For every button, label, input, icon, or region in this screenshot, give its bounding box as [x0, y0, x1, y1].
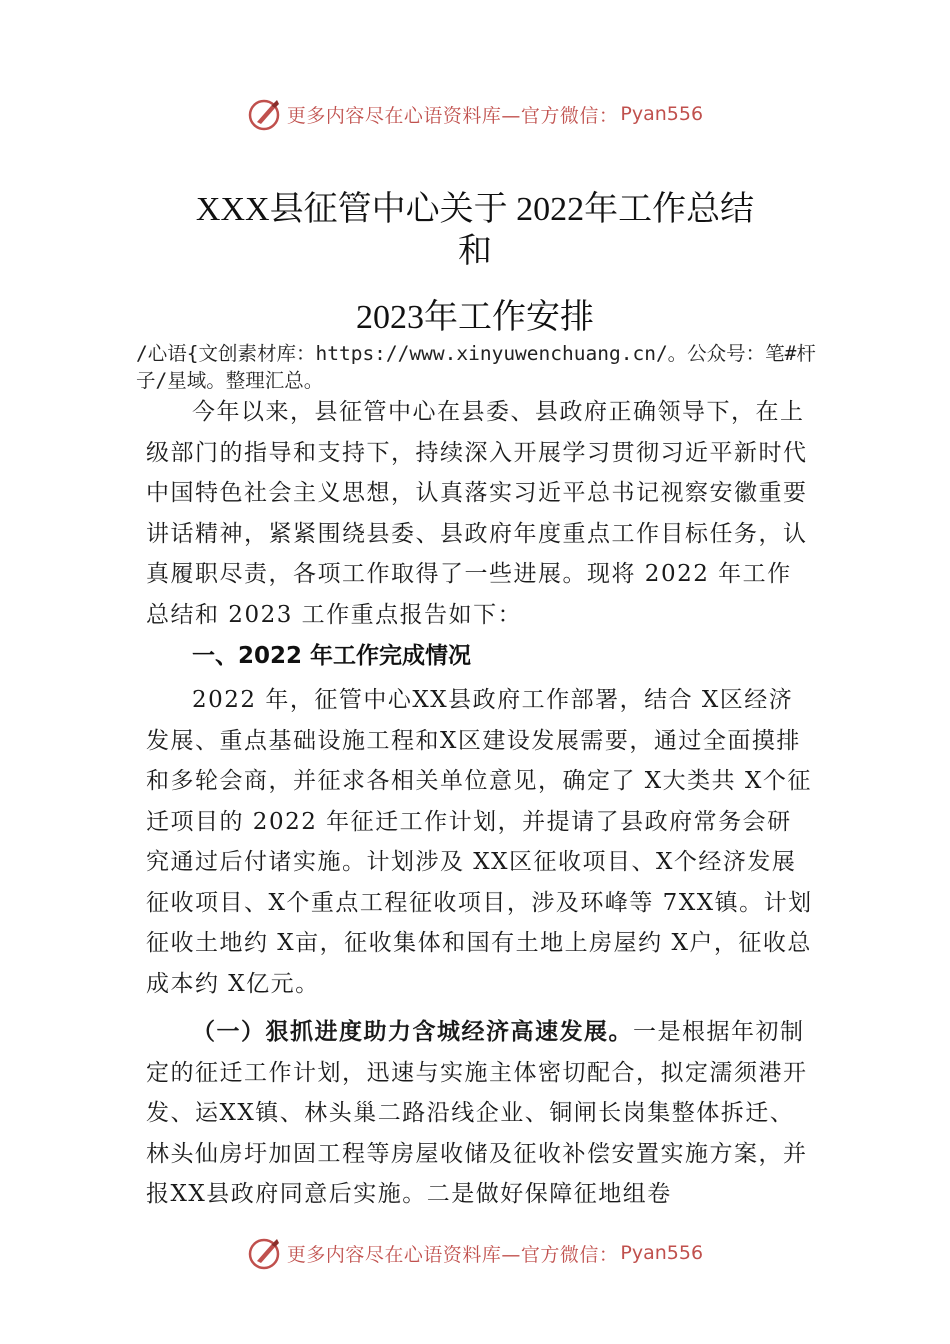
- subsection-lead: （一）狠抓进度助力含城经济高速发展。: [192, 1018, 633, 1045]
- subsection-paragraph: [146, 1012, 814, 1215]
- watermark-text: 更多内容尽在心语资料库—官方微信：: [286, 104, 619, 127]
- watermark-text: 更多内容尽在心语资料库—官方微信：: [286, 1243, 619, 1266]
- document-title-line2: 和: [458, 233, 492, 270]
- subsection-body: 一是根据年初制定的征迁工作计划，迅速与实施主体密切配合，拟定濡须港开发、运XX镇、林头巢二路沿线企业、铜闸长岗集整体拆迁、林头仙房圩加固工程等房屋收储及征收补偿安置实施方案，并报XX县政府同意后实施。二是做好保障征地组卷: [146, 1019, 808, 1207]
- watermark-contact: Pyan556: [620, 1242, 704, 1264]
- watermark-contact: Pyan556: [620, 103, 704, 125]
- section-heading: 一、2022 年工作完成情况: [192, 643, 472, 669]
- watermark-header: [0, 94, 950, 134]
- document-title-line3: 2023年工作安排: [356, 299, 594, 336]
- body-paragraph: 2022 年，征管中心XX县政府工作部署，结合 X区经济发展、重点基础设施工程和X区建设发展需要，通过全面摸排和多轮会商，并征求各相关单位意见，确定了 X大类共 X个征迁项目的 2022 年征迁工作计划，并提请了县政府常务会研究通过后付诸实施。计划涉及 XX区征收项目、X个经济发展征收项目、X个重点工程征收项目，涉及环峰等 7XX镇。计划征收土地约 X亩，征收集体和国有土地上房屋约 X户，征收总成本约 X亿元。: [146, 687, 813, 997]
- document-title-line1: XXX县征管中心关于 2022年工作总结: [195, 191, 755, 228]
- source-note: /心语{文创素材库：https://www.xinyuwenchuang.cn/。公众号：笔#杆子/星域。整理汇总。: [136, 342, 816, 392]
- watermark-footer: [0, 1233, 950, 1273]
- pen-logo-icon: [247, 96, 283, 132]
- intro-paragraph: 今年以来，县征管中心在县委、县政府正确领导下，在上级部门的指导和支持下，持续深入开展学习贯彻习近平新时代中国特色社会主义思想，认真落实习近平总书记视察安徽重要讲话精神，紧紧围绕县委、县政府年度重点工作目标任务，认真履职尽责，各项工作取得了一些进展。现将 2022 年工作总结和 2023 工作重点报告如下：: [146, 399, 808, 628]
- pen-logo-icon: [247, 1235, 283, 1271]
